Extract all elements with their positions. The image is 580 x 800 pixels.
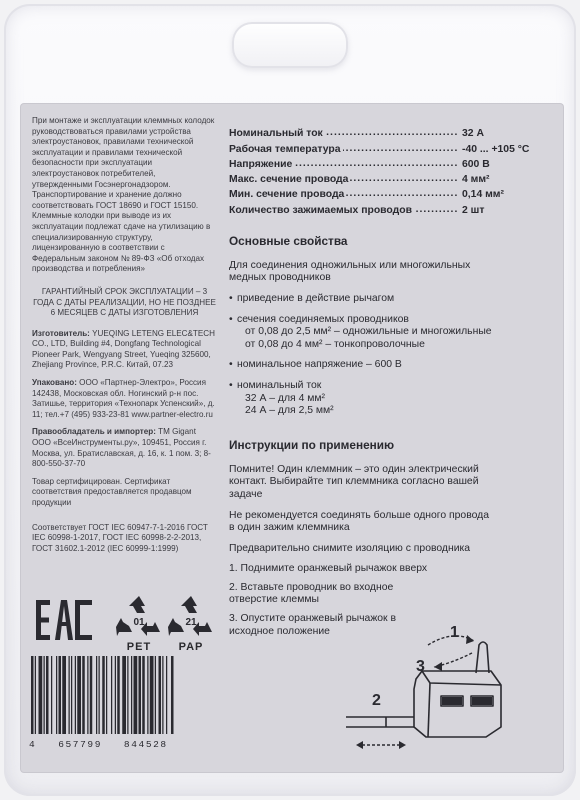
spec-label-cell [229, 155, 458, 170]
spec-label: Номинальный ток [229, 128, 323, 140]
usage-rules-text: При монтаже и эксплуатации клеммных колодок руководствоваться правилами устройства электроустановок, правилами технической эксплуатации и правилами технической безопасности при эксплуатации электроустановок потребителей, утвержденными Госэнергонадзором. Транспортирование и хранение должно соответствовать ГОСТ 18690 и ГОСТ 15150. Клеммные колодки при выводе из их эксплуатации подлежат сдаче на утилизацию в специализированную структуру, лицензированную в соответствии с Федеральным законом № 89-ФЗ «Об отходах производства и потребления» [32, 116, 215, 274]
barcode-bar [134, 656, 138, 734]
barcode-bar [69, 656, 70, 734]
recycle-pap-number: 21 [185, 617, 197, 628]
diagram-step-3-label: 3 [416, 658, 425, 675]
property-cross-section-fine: от 0,08 до 4 мм² – тонкопроволочные [245, 338, 425, 350]
spec-value: 0,14 мм² [462, 189, 504, 201]
barcode-bar [142, 656, 145, 734]
property-lever: приведение в действие рычагом [237, 292, 395, 304]
barcode-bar [122, 656, 126, 734]
spec-row [229, 200, 554, 215]
recycle-icon [115, 594, 163, 638]
instruction-warning: Не рекомендуется соединять больше одного провода в один зажим клеммника [229, 509, 490, 534]
step-3: 3. Опустите оранжевый рычажок в исходное положение [229, 613, 397, 637]
spec-label: Количество зажимаемых проводов [229, 204, 412, 216]
certification-text: Товар сертифицирован. Сертификат соответствия предоставляется продавцом продукции [32, 476, 192, 507]
barcode-bar [171, 656, 174, 734]
spec-row [229, 170, 554, 185]
barcode-bar [127, 656, 128, 734]
diagram-step-1-label: 1 [450, 624, 459, 641]
barcode-bar [31, 656, 34, 734]
spec-row [229, 155, 554, 170]
list-item [229, 380, 554, 418]
spec-row [229, 139, 554, 154]
spec-label-cell [229, 170, 458, 185]
barcode-bar [62, 656, 66, 734]
property-voltage: номинальное напряжение – 600 В [237, 359, 402, 371]
packer-info [32, 378, 217, 420]
spec-label: Напряжение [229, 158, 293, 170]
barcode-bar [166, 656, 167, 734]
spec-label: Мин. сечение провода [229, 189, 345, 201]
importer-text: TM Gigant ООО «ВсеИнструменты.ру», 109451, Россия г. Москва, ул. Братиславская, д. 16, к. 1 пом. 3; 8-800-550-37-70 [32, 427, 211, 469]
properties-heading: Основные свойства [229, 233, 348, 248]
packer-text: ООО «Партнер-Электро», Россия 142438, Московская обл. Ногинский р-н пос. Затишье, территория «Технопарк Успенский», д. 11; тел.+7 (495) 933-23-81 www.partner-electro.ru [32, 378, 215, 419]
property-current-4mm: 32 А – для 4 мм² [245, 392, 325, 404]
terminal-illustration [316, 609, 526, 759]
list-item [229, 314, 554, 352]
property-cross-section-solid: от 0,08 до 2,5 мм² – одножильные и многожильные [245, 326, 492, 338]
barcode-bar [131, 656, 132, 734]
spec-value: 600 В [462, 158, 490, 170]
barcode-bars [29, 656, 219, 738]
barcode-bar [82, 656, 85, 734]
barcode-bar [102, 656, 105, 734]
spec-label-cell [229, 139, 458, 154]
property-cross-section: • сечения соединяемых проводников [237, 313, 409, 325]
instruction-reminder: Помните! Один клеммник – это один электрический контакт. Выбирайте тип клеммника согласно вашей задаче [229, 463, 479, 500]
barcode-bar [59, 656, 62, 734]
step-1: 1. Поднимите оранжевый рычажок вверх [229, 563, 428, 575]
legal-info-column [32, 116, 217, 561]
barcode-bar [56, 656, 57, 734]
recycle-pap-label: PAP [178, 641, 204, 653]
spec-label-cell [229, 185, 458, 200]
specs-column [229, 124, 554, 644]
barcode-bar [77, 656, 81, 734]
spec-label: Макс. сечение провода [229, 174, 349, 186]
hang-hole [232, 22, 348, 68]
property-current-2-5mm: 24 А – для 2,5 мм² [245, 405, 334, 417]
standards-text: Соответствует ГОСТ IEC 60947-7-1-2016 ГОСТ IEC 60998-1-2017, ГОСТ IEC 60998-2-2-2013, ГОСТ 31602.1-2012 (IEC 60999-1:1999) [32, 522, 208, 553]
barcode-digits: 4 657799 844528 [29, 739, 168, 750]
packer-label: Упаковано: [32, 378, 77, 388]
recycle-pap-mark [167, 594, 215, 653]
recycle-pet-mark [115, 594, 163, 653]
spec-label-cell [229, 124, 458, 139]
barcode-bar [117, 656, 120, 734]
eac-mark [36, 598, 94, 647]
spec-row [229, 124, 554, 139]
barcode-bar [147, 656, 148, 734]
recycle-pet-number: 01 [133, 617, 145, 628]
barcode-bar [111, 656, 112, 734]
barcode-bar [44, 656, 45, 734]
barcode-bar [162, 656, 163, 734]
barcode-bar [96, 656, 97, 734]
spec-row [229, 185, 554, 200]
manufacturer-text: YUEQING LETENG ELEC&TECH CO., LTD, Building #4, Dongfang Technological Pioneer Park, Wengyang Street, Yueqing 325600, Zhejiang Province, P.R.C. Китай, 07.23 [32, 328, 215, 370]
barcode-bar [46, 656, 49, 734]
barcode-bar [106, 656, 107, 734]
manufacturer-label: Изготовитель: [32, 328, 90, 338]
step-2: 2. Вставьте проводник во входное отверстие клеммы [229, 581, 394, 606]
barcode-bar [99, 656, 100, 734]
spec-label-cell [229, 200, 458, 215]
barcode-bar [150, 656, 154, 734]
instructions-heading: Инструкции по применению [229, 437, 395, 452]
properties-list [229, 293, 554, 418]
spec-value: -40 ... +105 °С [462, 143, 530, 155]
warranty-text: ГАРАНТИЙНЫЙ СРОК ЭКСПЛУАТАЦИИ – 3 ГОДА С ДАТЫ РЕАЛИЗАЦИИ, НО НЕ ПОЗДНЕЕ 6 МЕСЯЦЕВ С ДАТЫ ИЗГОТОВЛЕНИЯ [33, 286, 216, 318]
recycle-icon [167, 594, 215, 638]
barcode-bar [39, 656, 43, 734]
spec-value: 2 шт [462, 204, 485, 216]
terminal-diagram [316, 609, 526, 764]
barcode-bar [87, 656, 88, 734]
barcode-bar [115, 656, 116, 734]
importer-info [32, 427, 217, 469]
product-card [21, 104, 563, 772]
spec-value: 4 мм² [462, 174, 490, 186]
spec-label: Рабочая температура [229, 143, 341, 155]
barcode-bar [155, 656, 156, 734]
barcode-bar [71, 656, 72, 734]
barcode-bar [139, 656, 142, 734]
recycle-pet-label: PET [126, 641, 152, 653]
eac-logo-icon [36, 598, 94, 642]
diagram-step-2-label: 2 [372, 692, 381, 709]
spec-value: 32 А [462, 128, 484, 140]
barcode-bar [35, 656, 36, 734]
properties-lead: Для соединения одножильных или многожильных медных проводников [229, 259, 471, 284]
barcode [29, 656, 219, 750]
list-item [229, 293, 554, 306]
importer-label: Правообладатель и импортер: [32, 427, 156, 437]
property-current: • номинальный ток [237, 379, 322, 391]
specs-table [229, 124, 554, 216]
barcode-bar [75, 656, 76, 734]
barcode-bar [51, 656, 52, 734]
list-item [229, 359, 554, 372]
barcode-bar [159, 656, 162, 734]
instruction-strip: Предварительно снимите изоляцию с проводника [229, 542, 471, 554]
manufacturer-info [32, 329, 217, 371]
barcode-bar [90, 656, 93, 734]
